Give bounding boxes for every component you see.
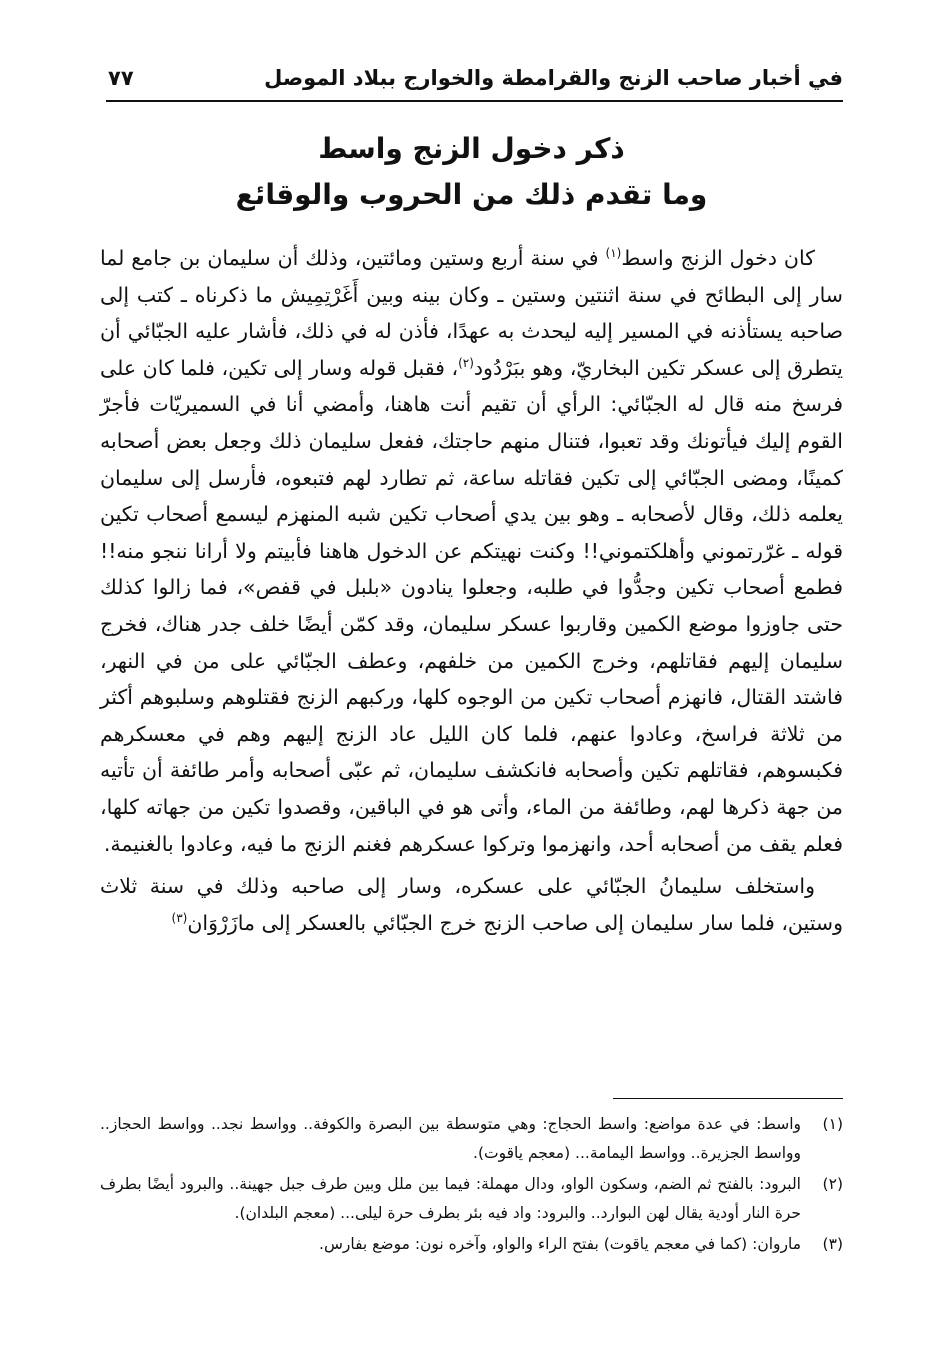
footnote-1	[100, 1110, 843, 1168]
paragraph-1-part-3: ، فقبل قوله وسار إلى تكين، فلما كان على فرسخ منه قال له الجبّائي: الرأي أن تقيم أنت هاهنا، وأمضي أنا في السميريّات فأجرّ القوم إليك فيأتونك وقد تعبوا، فتنال منهم حاجتك، ففعل سليمان ذلك وجعل بعض أصحابه كمينًا، ومضى الجبّائي إلى تكين فقاتله ساعة، ثم تطارد لهم فتبعوه، فأرسل إلى سليمان يعلمه ذلك، وقال لأصحابه ـ وهو بين يدي أصحاب تكين شبه المنهزم ليسمع أصحاب تكين قوله ـ غرّرتموني وأهلكتموني!! وكنت نهيتكم عن الدخول هاهنا فأبيتم ولا أرانا ننجو منه!! فطمع أصحاب تكين وجدُّوا في طلبه، وجعلوا ينادون «بلبل في قفص»، فما زالوا كذلك حتى جاوزوا موضع الكمين وقاربوا عسكر سليمان، وقد كمّن أيضًا خلف جدر هناك، فخرج سليمان إليهم فقاتلهم، وخرج الكمين من خلفهم، وعطف الجبّائي على من في النهر، فاشتد القتال، فانهزم أصحاب تكين من الوجوه كلها، وركبهم الزنج فقتلوهم وسلبوهم أكثر من ثلاثة فراسخ، وعادوا عنهم، فلما كان الليل عاد الزنج إليهم وهم في معسكرهم فكبسوهم، فقاتلهم تكين وأصحابه فانكشف سليمان، ثم عبّى أصحابه وأمر طائفة أن تأتيه من جهة ذكرها لهم، وطائفة من الماء، وأتى هو في الباقين، وقصدوا تكين من جهاته كلها، فعلم يقف من أصحابه أحد، وانهزموا وتركوا عسكرهم فغنم الزنج ما فيه، وعادوا بالغنيمة.	[100, 355, 843, 856]
footnote-ref-3: (٣)	[171, 910, 188, 925]
paragraph-1-part-2: في سنة أربع وستين ومائتين، وذلك أن سليمان بن جامع لما سار إلى البطائح في سنة اثنتين وستين ـ وكان بينه وبين أَغَرْتِمِيش ما ذكرناه ـ كتب إلى صاحبه يستأذنه في المسير إليه ليحدث به عهدًا، فأذن له في ذلك، فأشار عليه الجبّائي أن يتطرق إلى عسكر تكين البخاريّ، وهو ببَرْدُود	[100, 246, 843, 380]
running-head	[108, 58, 843, 98]
chapter-title	[100, 126, 843, 218]
chapter-title-line-2: وما تقدم ذلك من الحروب والوقائع	[235, 178, 708, 211]
paragraph-2-part-1: واستخلف سليمانُ الجبّائي على عسكره، وسار إلى صاحبه وذلك في سنة ثلاث وستين، فلما سار سليمان إلى صاحب الزنج خرج الجبّائي بالعسكر إلى مازَرْوَان	[100, 874, 843, 935]
footnote-text: واسط: في عدة مواضع: واسط الحجاج: وهي متوسطة بين البصرة والكوفة.. وواسط نجد.. وواسط الحجاز.. وواسط الجزيرة.. وواسط اليمامة... (معجم ياقوت).	[100, 1115, 801, 1162]
footnote-ref-2: (٢)	[458, 355, 474, 370]
footnote-number: (١)	[822, 1115, 843, 1133]
footnote-2	[100, 1170, 843, 1228]
paragraph-1	[100, 240, 843, 862]
footnote-text: البرود: بالفتح ثم الضم، وسكون الواو، ودال مهملة: فيما بين ملل وبين طرف جبل جهينة.. والبرود أيضًا بطرف حرة النار أودية يقال لهن البوارد.. والبرود: واد فيه بئر بطرف حرة ليلى... (معجم البلدان).	[100, 1175, 801, 1222]
body-text	[100, 240, 843, 941]
footnote-number: (٢)	[822, 1175, 843, 1193]
running-title: في أخبار صاحب الزنج والقرامطة والخوارج ببلاد الموصل	[264, 66, 843, 90]
footnote-number: (٣)	[822, 1235, 843, 1253]
footnote-3	[100, 1230, 843, 1259]
paragraph-2	[100, 868, 843, 941]
paragraph-1-part-1: كان دخول الزنج واسط	[621, 246, 815, 270]
footnote-text: ماروان: (كما في معجم ياقوت) بفتح الراء والواو، وآخره نون: موضع بفارس.	[319, 1235, 801, 1253]
page-number: ٧٧	[108, 66, 134, 90]
footnote-ref-1: (١)	[605, 246, 622, 261]
header-rule	[106, 100, 843, 102]
footnotes	[100, 1110, 843, 1261]
footnote-rule	[613, 1098, 843, 1099]
chapter-title-line-1: ذكر دخول الزنج واسط	[318, 132, 625, 165]
